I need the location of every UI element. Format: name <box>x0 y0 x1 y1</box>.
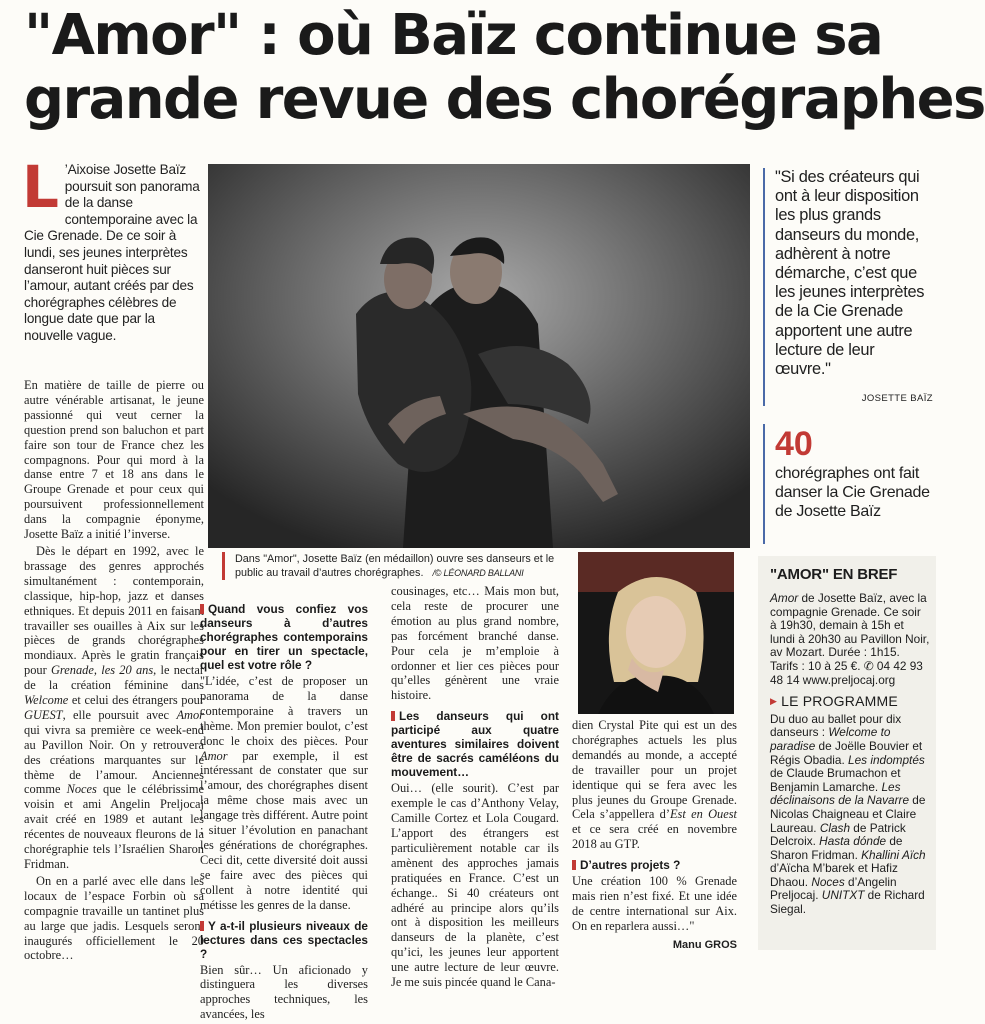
program-text: de Joëlle Bouvier et Régis Obadia. <box>770 738 923 767</box>
program-work-title: Noces <box>811 874 845 889</box>
author-signature: Manu GROS <box>672 938 737 951</box>
interview-column-3 <box>391 584 559 992</box>
program-work-title: Les déclinaisons de la Navarre <box>770 779 910 808</box>
question-4: D’autres projets ? <box>572 858 737 872</box>
intro-paragraph-2: Dès le départ en 1992, avec le brassage des genres approchés simultanément : contemporain, classique, hip-hop, jazz et danses ethniques. Et depuis 2011 en faisant travailler ses ouailles à Aix sur les pièces de grands chorégraphes mondiaux. Après le gratin français pour Grenade, les 20 ans, le nectar de la création féminine dans Welcome et celui des étrangers pour GUEST, elle poursuit avec Amor qui vivra sa première ce week-end au Pavillon Noir. On y retrouvera des créations marquantes sur le thème de l’amour. Anciennes comme Noces que le célébrissime voisin et ami Angelin Preljocaj avait créé en 1989 et autant les récentes de nouveaux fleurons de la chorégraphie tels l’Israélien Sharon Fridman. <box>24 543 204 871</box>
stat-number: 40 <box>775 425 813 463</box>
interview-column-2 <box>200 596 368 1024</box>
answer-2-continued: cousinages, etc… Mais mon but, cela reste de procurer une émotion au plus grand nombre, pas forcément branché danse. Pour cela je m’emploie à ordonner et lier ces pièces pour qu’elles génèrent une vraie histoire. <box>391 584 559 703</box>
intro-column <box>24 378 204 965</box>
stat-text: chorégraphes ont fait danser la Cie Grenade de Josette Baïz <box>775 465 930 520</box>
question-1: Quand vous confiez vos danseurs à d’autres chorégraphes contemporains pour en tirer un spectacle, quel est votre rôle ? <box>200 602 368 672</box>
brief-title: "AMOR" EN BREF <box>770 566 898 583</box>
program-work-title: UNITXT <box>821 888 865 903</box>
program-text: de Nicolas Chaigneau et Claire Laureau. <box>770 793 926 835</box>
program-work-title: Hasta dónde <box>819 834 887 849</box>
answer-1: "L’idée, c’est de proposer un panorama de la danse contemporaine à travers un thème. Mon premier boulot, c’est donc le choix des pièces. Pour Amor par exemple, il est intéressant de constater que sur l’amour, des chorégraphes disent la même chose mais avec un langage très différent. Autre point : situer l’évolution en panachant les générations de chorégraphes. Ceci dit, cette diversité doit aussi se faire avec des pièces qui collent à notre identité qui métisse les genres de la danse. <box>200 674 368 912</box>
program-work-title: Khallini Aïch <box>861 847 926 862</box>
lead-text: ’Aixoise Josette Baïz poursuit son panorama de la danse contemporaine avec la Cie Grenade. De ce soir à lundi, ses jeunes interprètes danseront huit pièces sur l’amour, autant créés par des chorégraphes célèbres de longue date que par la nouvelle vague. <box>24 162 200 343</box>
headline <box>24 3 985 132</box>
headline-line-2: grande revue des chorégraphes <box>24 67 985 132</box>
program-text: de Richard Siegal. <box>770 888 925 917</box>
program-list <box>770 713 930 917</box>
photo-credit: /© LÉONARD BALLANI <box>432 568 524 578</box>
program-text: d’Angelin Preljocaj. <box>770 874 897 903</box>
program-work-title: Les indomptés <box>848 752 925 767</box>
question-2: Y a-t-il plusieurs niveaux de lectures dans ces spectacles ? <box>200 918 368 961</box>
photo-caption <box>222 552 572 580</box>
drop-cap: L <box>22 153 59 221</box>
program-text: de Patrick Delcroix. <box>770 820 906 849</box>
pull-quote <box>763 168 933 406</box>
dancers-illustration <box>208 164 750 548</box>
brief-box <box>758 556 936 950</box>
answer-2: Bien sûr… Un aficionado y distinguera les diverses approches techniques, les avancées, les <box>200 962 368 1022</box>
question-3: Les danseurs qui ont participé aux quatre aventures similaires doivent être de sacrés caméléons du mouvement… <box>391 709 559 780</box>
lead-paragraph <box>22 153 200 345</box>
stat-box <box>763 424 933 544</box>
answer-3: Oui… (elle sourit). C’est par exemple le cas d’Anthony Velay, Camille Cortez et Lola Cougard. L’apport des étrangers est particulièrement notable car ils amènent des approches jamais pratiquées en France. C’est un échange.. Si 40 créateurs ont adhéré au principe alors qu’ils ont à disposition les meilleurs danseurs de la planète, c’est qu’ici, les jeunes leur apportent une autre lecture de leur œuvre. Je me suis pincée quand le Cana- <box>391 781 559 990</box>
program-text: de Claude Brumachon et Benjamin Lamarche. <box>770 766 901 794</box>
intro-paragraph-1: En matière de taille de pierre ou autre vénérable artisanat, le jeune passionné qui veut cerner la question prend son baluchon et part faire son tour de France chez les compagnons. Pour qui mord à la danse entre 7 et 18 ans dans le Groupe Grenade et pour ceux qui poursuivent professionnellement dans la compagnie éponyme, Josette Baïz a initié l’inverse. <box>24 378 204 542</box>
caption-text: Dans "Amor", Josette Baïz (en médaillon) ouvre ses danseurs et le public au travail d’autres chorégraphes. <box>235 553 555 579</box>
headline-line-1: "Amor" : où Baïz continue sa <box>24 3 883 68</box>
program-text: d’Aïcha M’barek et Hafiz Dhaou. <box>770 861 898 889</box>
program-text: de Sharon Fridman. <box>770 834 903 862</box>
program-work-title: Clash <box>819 820 851 835</box>
program-text: Du duo au ballet pour dix danseurs : <box>770 711 902 740</box>
answer-3-continued: dien Crystal Pite qui est un des chorégraphes actuels les plus demandés au monde, a accepté de travailler pour un projet identique qui se fera avec les plus jeunes du Groupe Grenade. Cela s’appellera d’Est en Ouest et ce sera créé en novembre 2018 au GTP. <box>572 718 737 852</box>
brief-info: Amor de Josette Baïz, avec la compagnie Grenade. Ce soir à 19h30, demain à 15h et lundi à 20h30 au Pavillon Noir, av Mozart. Durée : 1h15. Tarifs : 10 à 25 €. ✆ 04 42 93 48 14 www.preljocaj.org <box>770 591 930 687</box>
answer-4: Une création 100 % Grenade mais rien n’est fixé. Et une idée de centre international sur Aix. On en reparlera aussi…" <box>572 874 737 933</box>
interview-column-4 <box>572 718 737 953</box>
medallion-photo <box>578 552 734 714</box>
pull-quote-author: JOSETTE BAÏZ <box>861 393 933 405</box>
program-work-title: Welcome to paradise <box>770 725 891 753</box>
pull-quote-text: "Si des créateurs qui ont à leur disposition les plus grands danseurs du monde, adhèrent à notre démarche, c’est que les jeunes interprètes de la Cie Grenade apportent une autre lecture de leur œuvre." <box>775 168 925 379</box>
intro-paragraph-3: On en a parlé avec elle dans les locaux de l’espace Forbin où sa compagnie travaille un tantinet plus au large que jadis. Lesquels seront inaugurés officiellement le 20 octobre… <box>24 873 204 963</box>
main-photo <box>208 164 750 548</box>
portrait-illustration <box>578 552 734 714</box>
program-title: ▶ LE PROGRAMME <box>770 695 930 709</box>
